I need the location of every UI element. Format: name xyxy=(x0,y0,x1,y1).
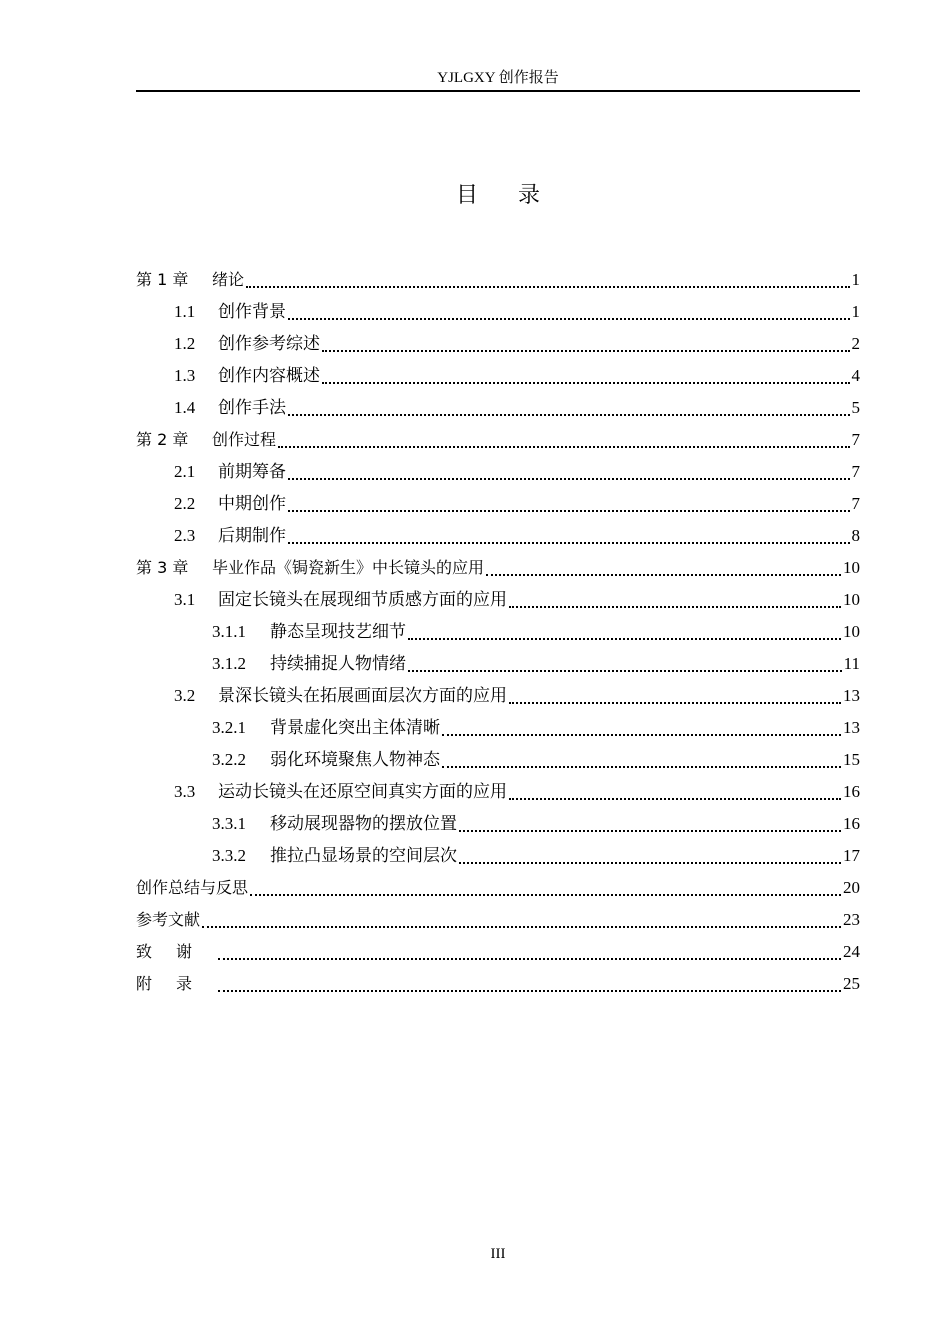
toc-entry-title: 后期制作 xyxy=(218,526,286,545)
toc-entry-title: 参考文献 xyxy=(136,910,201,929)
toc-entry[interactable] xyxy=(136,488,860,520)
toc-entry-title: 毕业作品《锔瓷新生》中长镜头的应用 xyxy=(212,558,485,577)
dot-leader xyxy=(218,958,841,960)
toc-entry-page: 7 xyxy=(851,430,860,449)
toc-entry[interactable] xyxy=(136,840,860,872)
toc-entry-page: 7 xyxy=(851,462,860,481)
toc-entry[interactable] xyxy=(136,360,860,392)
toc-entry-page: 13 xyxy=(843,718,860,737)
toc-entry-title: 景深长镜头在拓展画面层次方面的应用 xyxy=(218,686,507,705)
dot-leader xyxy=(288,478,850,480)
toc-entry[interactable] xyxy=(136,424,860,456)
toc-entry-title: 创作参考综述 xyxy=(218,334,320,353)
toc-entry[interactable] xyxy=(136,616,860,648)
toc-entry-number: 3.3.2 xyxy=(212,846,246,865)
toc-entry-title: 附录 xyxy=(136,974,217,993)
toc-entry[interactable] xyxy=(136,776,860,808)
dot-leader xyxy=(218,990,841,992)
toc-entry-page: 1 xyxy=(851,270,860,289)
toc-entry-number: 1.4 xyxy=(174,398,196,417)
toc-entry[interactable] xyxy=(136,968,860,1000)
toc-entry-number: 3.1.2 xyxy=(212,654,246,673)
toc-entry-number: 2.1 xyxy=(174,462,196,481)
toc-entry-number: 3.2.2 xyxy=(212,750,246,769)
toc-entry[interactable] xyxy=(136,808,860,840)
toc-entry-number: 第 2 章 xyxy=(136,430,189,449)
toc-entry-page: 10 xyxy=(843,590,860,609)
dot-leader xyxy=(288,510,850,512)
toc-entry-title: 固定长镜头在展现细节质感方面的应用 xyxy=(218,590,507,609)
toc-entry-page: 11 xyxy=(843,654,860,673)
toc-entry-title: 静态呈现技艺细节 xyxy=(270,622,406,641)
toc-entry-title: 弱化环境聚焦人物神态 xyxy=(270,750,440,769)
toc-entry[interactable] xyxy=(136,584,860,616)
dot-leader xyxy=(509,798,841,800)
toc-entry-page: 20 xyxy=(843,878,860,897)
toc-entry-page: 23 xyxy=(843,910,860,929)
dot-leader xyxy=(322,382,850,384)
toc-entry[interactable] xyxy=(136,872,860,904)
toc-entry-title: 前期筹备 xyxy=(218,462,286,481)
dot-leader xyxy=(288,542,850,544)
toc-entry[interactable] xyxy=(136,296,860,328)
toc-entry-title: 绪论 xyxy=(212,270,245,289)
dot-leader xyxy=(509,606,841,608)
page-number: III xyxy=(490,1246,506,1262)
toc-entry[interactable] xyxy=(136,520,860,552)
toc-entry-number: 第 1 章 xyxy=(136,270,189,289)
toc-entry[interactable] xyxy=(136,680,860,712)
toc-entry-title: 创作内容概述 xyxy=(218,366,320,385)
toc-entry-title: 致谢 xyxy=(136,942,217,961)
toc-entry-page: 2 xyxy=(851,334,860,353)
toc-entry-number: 1.2 xyxy=(174,334,196,353)
toc-entry-title: 中期创作 xyxy=(218,494,286,513)
dot-leader xyxy=(288,318,850,320)
toc-entry-number: 2.2 xyxy=(174,494,196,513)
toc-entry-page: 24 xyxy=(843,942,860,961)
dot-leader xyxy=(486,574,841,576)
toc-entry-number: 3.1 xyxy=(174,590,196,609)
dot-leader xyxy=(250,894,841,896)
toc-entry-title: 推拉凸显场景的空间层次 xyxy=(270,846,457,865)
dot-leader xyxy=(442,766,841,768)
toc-entry-page: 10 xyxy=(843,558,860,577)
toc-entry-page: 10 xyxy=(843,622,860,641)
toc-entry-number: 3.1.1 xyxy=(212,622,246,641)
toc-entry-page: 1 xyxy=(851,302,860,321)
toc-entry-page: 16 xyxy=(843,782,860,801)
toc-entry-page: 8 xyxy=(851,526,860,545)
dot-leader xyxy=(459,830,841,832)
toc-entry[interactable] xyxy=(136,744,860,776)
toc-entry-title: 运动长镜头在还原空间真实方面的应用 xyxy=(218,782,507,801)
toc-entry-page: 16 xyxy=(843,814,860,833)
toc-title: 目录 xyxy=(455,183,580,208)
toc-entry[interactable] xyxy=(136,904,860,936)
toc-entry-number: 3.3.1 xyxy=(212,814,246,833)
toc-entry-number: 2.3 xyxy=(174,526,196,545)
toc-entry[interactable] xyxy=(136,392,860,424)
dot-leader xyxy=(408,670,842,672)
toc-entry-page: 4 xyxy=(851,366,860,385)
dot-leader xyxy=(459,862,841,864)
toc-entry[interactable] xyxy=(136,328,860,360)
dot-leader xyxy=(288,414,850,416)
toc-entry-page: 5 xyxy=(851,398,860,417)
dot-leader xyxy=(322,350,850,352)
toc-entry-title: 创作过程 xyxy=(212,430,277,449)
dot-leader xyxy=(509,702,841,704)
toc-entry-title: 持续捕捉人物情绪 xyxy=(270,654,406,673)
toc-entry-page: 7 xyxy=(851,494,860,513)
toc-entry[interactable] xyxy=(136,456,860,488)
toc-entry-number: 3.2 xyxy=(174,686,196,705)
toc-entry[interactable] xyxy=(136,552,860,584)
dot-leader xyxy=(408,638,841,640)
toc-entry-page: 13 xyxy=(843,686,860,705)
dot-leader xyxy=(442,734,841,736)
toc-entry-number: 1.3 xyxy=(174,366,196,385)
dot-leader xyxy=(202,926,841,928)
toc-entry-title: 背景虚化突出主体清晰 xyxy=(270,718,440,737)
dot-leader xyxy=(246,286,849,288)
table-of-contents xyxy=(136,264,860,1000)
toc-entry-page: 25 xyxy=(843,974,860,993)
toc-entry[interactable] xyxy=(136,264,860,296)
toc-entry[interactable] xyxy=(136,648,860,680)
toc-entry-number: 3.3 xyxy=(174,782,196,801)
dot-leader xyxy=(278,446,849,448)
toc-entry-title: 创作手法 xyxy=(218,398,286,417)
toc-entry-number: 1.1 xyxy=(174,302,196,321)
toc-entry-number: 第 3 章 xyxy=(136,558,189,577)
page-header: YJLGXY 创作报告 xyxy=(136,66,860,92)
toc-entry-title: 创作背景 xyxy=(218,302,286,321)
toc-entry-title: 创作总结与反思 xyxy=(136,878,249,897)
toc-entry-title: 移动展现器物的摆放位置 xyxy=(270,814,457,833)
toc-entry[interactable] xyxy=(136,712,860,744)
toc-entry-page: 17 xyxy=(843,846,860,865)
toc-entry-page: 15 xyxy=(843,750,860,769)
toc-entry[interactable] xyxy=(136,936,860,968)
toc-entry-number: 3.2.1 xyxy=(212,718,246,737)
